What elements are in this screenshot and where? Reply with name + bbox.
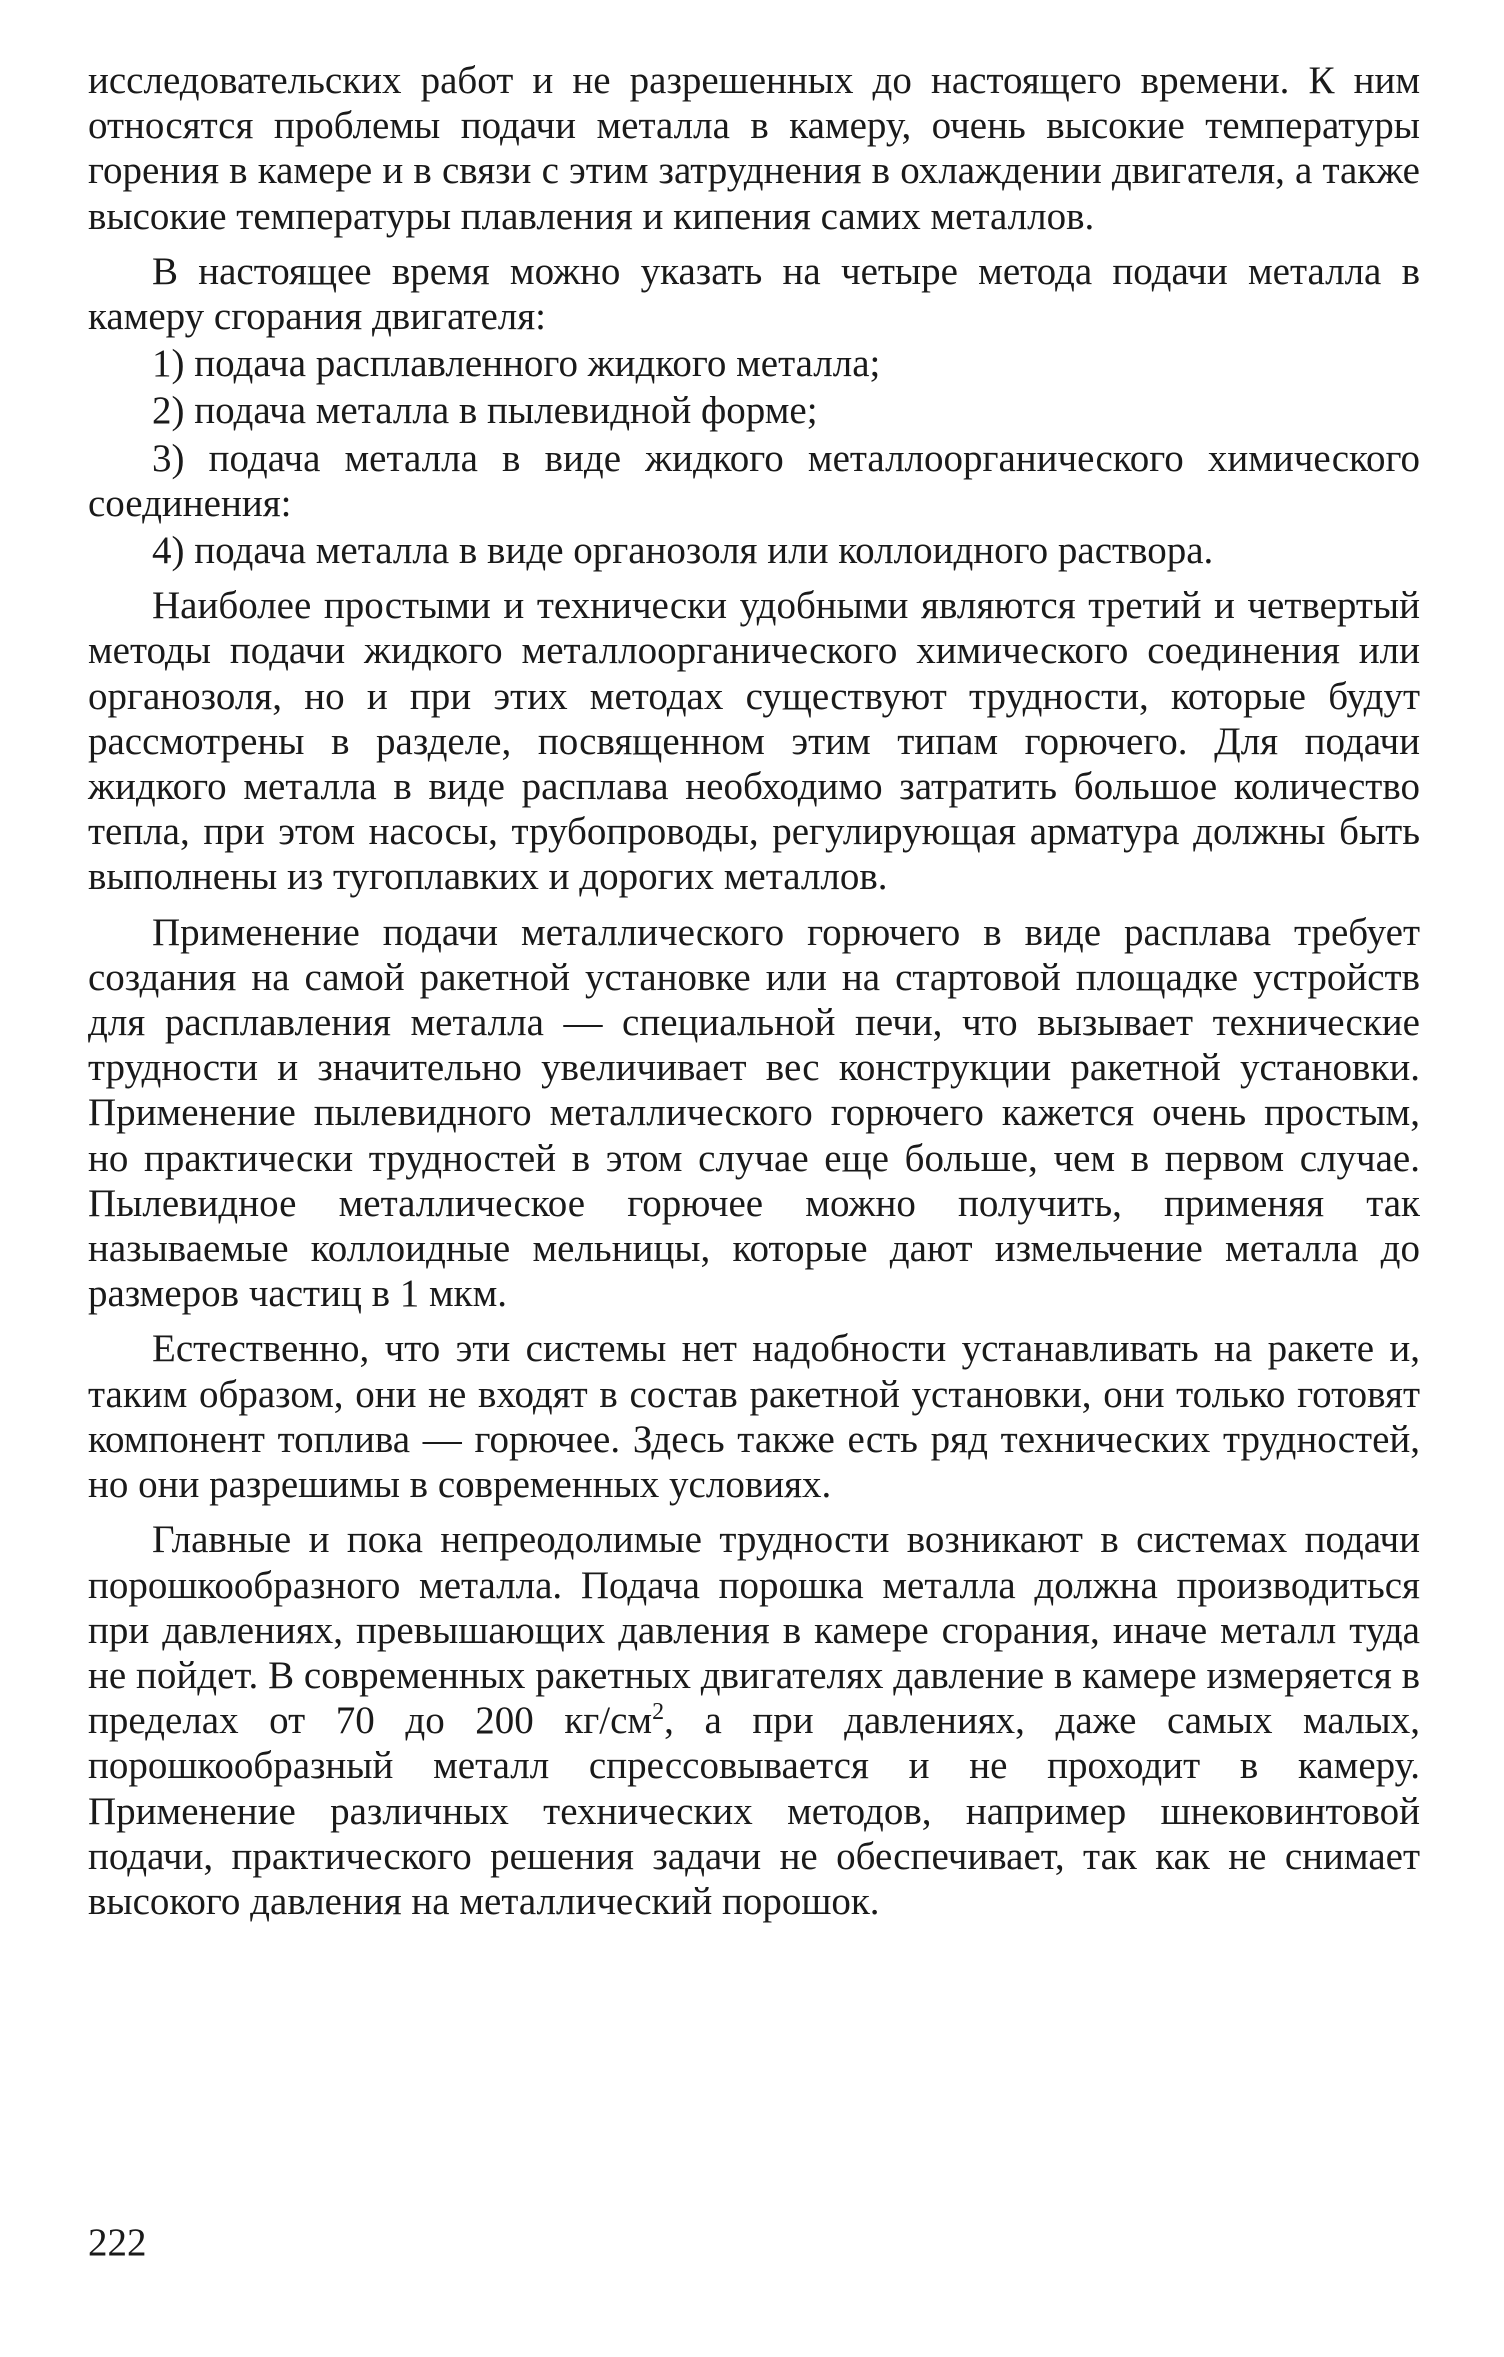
superscript-squared: 2: [652, 1699, 665, 1726]
page-number: 222: [88, 2221, 147, 2264]
powder-text-after: , а при давлениях, даже самых малых, порошкообразный металл спрессовывается и не проходит в камеру. Применение различных технических методов, например шнековинтовой подачи, практического решения задачи не обеспечивает, так как не снимает высокого давления на металлический порошок.: [88, 1699, 1420, 1923]
paragraph-powder-difficulties: [88, 1517, 1420, 1924]
list-item-3: 3) подача металла в виде жидкого металлоорганического химического соединения:: [88, 436, 1420, 525]
page-body: [88, 58, 1420, 1924]
list-item-2: 2) подача металла в пылевидной форме;: [152, 389, 818, 433]
paragraph-melt-feed: Применение подачи металлического горючего в виде расплава требует создания на самой ракетной установке или на стартовой площадке устройств для расплавления металла — специальной печи, что вызывает технические трудности и значительно увеличивает вес конструкции ракетной установки. Применение пылевидного металлического горючего кажется очень простым, но практически трудностей в этом случае еще больше, чем в первом случае. Пылевидное металлическое горючее можно получить, применяя так называемые коллоидные мельницы, которые дают измельчение металла до размеров частиц в 1 мкм.: [88, 910, 1420, 1316]
paragraph-simplest-methods: Наиболее простыми и технически удобными являются третий и четвертый методы подачи жидкого металлоорганического химического соединения или органозоля, но и при этих методах существуют трудности, которые будут рассмотрены в разделе, посвященном этим типам горючего. Для подачи жидкого металла в виде расплава необходимо затратить большое количество тепла, при этом насосы, трубопроводы, регулирующая арматура должны быть выполнены из тугоплавких и дорогих металлов.: [88, 584, 1420, 899]
paragraph-continuation: исследовательских работ и не разрешенных до настоящего времени. К ним относятся проблемы подачи металла в камеру, очень высокие температуры горения в камере и в связи с этим затруднения в охлаждении двигателя, а также высокие температуры плавления и кипения самих металлов.: [88, 59, 1420, 238]
paragraph-methods-intro: В настоящее время можно указать на четыре метода подачи металла в камеру сгорания двигателя:: [88, 249, 1420, 339]
paragraph-systems: Естественно, что эти системы нет надобности устанавливать на ракете и, таким образом, они не входят в состав ракетной установки, они только готовят компонент топлива — горючее. Здесь также есть ряд технических трудностей, но они разрешимы в современных условиях.: [88, 1327, 1420, 1507]
powder-text-before: Главные и пока непреодолимые трудности возникают в системах подачи порошкообразного металла. Подача порошка металла должна производиться при давлениях, превышающих давления в камере сгорания, иначе металл туда не пойдет. В современных ракетных двигателях давление в камере измеряется в пределах от 70 до 200 кг/см: [88, 1518, 1420, 1743]
list-item-4: 4) подача металла в виде органозоля или коллоидного раствора.: [152, 529, 1214, 573]
list-item-1: 1) подача расплавленного жидкого металла;: [152, 342, 881, 386]
